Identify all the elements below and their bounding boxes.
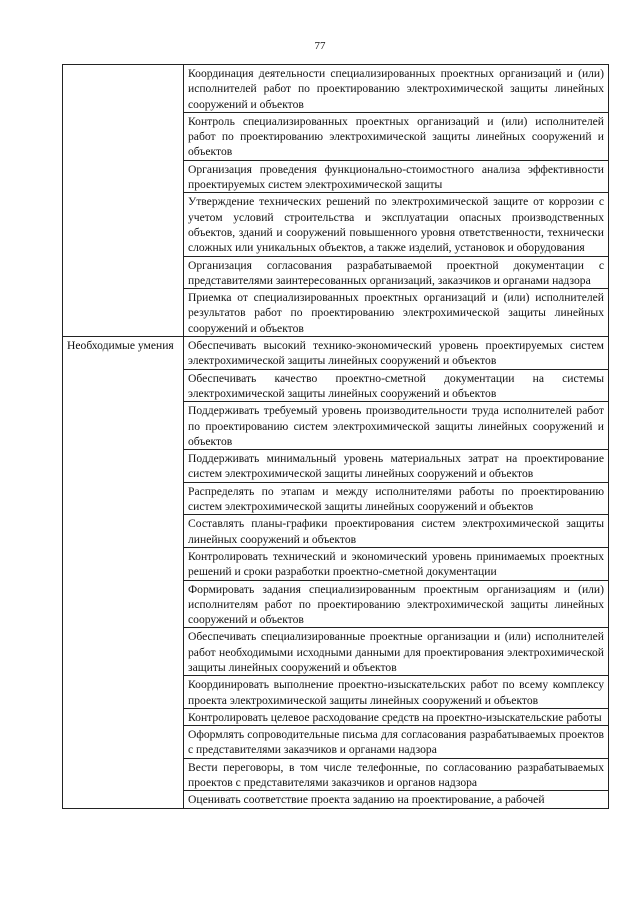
table-row [63, 65, 609, 113]
requirement-text: Обеспечивать специализированные проектные организации и (или) исполнителей работ необходимыми исходными данными для проектирования электрохимической защиты линейных сооружений и объектов [184, 628, 609, 676]
requirement-text: Распределять по этапам и между исполнителями работы по проектированию систем электрохимической защиты линейных сооружений и объектов [184, 482, 609, 515]
section-label: Необходимые умения [67, 339, 174, 353]
requirement-text: Контроль специализированных проектных организаций и (или) исполнителей работ по проектированию электрохимической защиты линейных сооружений и объектов [184, 112, 609, 160]
requirement-text: Оформлять сопроводительные письма для согласования разрабатываемых проектов с представителями заказчиков и органами надзора [184, 726, 609, 759]
competency-table-body [63, 65, 609, 809]
requirement-text: Организация согласования разрабатываемой проектной документации с представителями заинтересованных организаций, заказчиков и органами надзора [184, 256, 609, 289]
competency-table [62, 64, 609, 809]
requirement-text: Поддерживать минимальный уровень материальных затрат на проектирование систем электрохимической защиты линейных сооружений и объектов [184, 450, 609, 483]
requirement-text: Координация деятельности специализированных проектных организаций и (или) исполнителей работ по проектированию электрохимической защиты линейных сооружений и объектов [184, 65, 609, 113]
requirement-text: Приемка от специализированных проектных организаций и (или) исполнителей результатов работ по проектированию электрохимической защиты линейных сооружений и объектов [184, 289, 609, 337]
requirement-text: Обеспечивать высокий технико-экономический уровень проектируемых систем электрохимической защиты линейных сооружений и объектов [184, 337, 609, 370]
requirement-text: Вести переговоры, в том числе телефонные, по согласованию разрабатываемых проектов с представителями заказчиков и органов надзора [184, 758, 609, 791]
requirement-text: Утверждение технических решений по электрохимической защите от коррозии с учетом условий строительства и эксплуатации опасных производственных объектов, зданий и сооружений повышенного уровня ответственности, технически сложных или уникальных объектов, а также изделий, установок и оборудования [184, 193, 609, 256]
section-label-cell [63, 337, 184, 809]
page-number: 77 [314, 40, 326, 52]
requirement-text: Координировать выполнение проектно-изыскательских работ по всему комплексу проекта электрохимической защиты линейных сооружений и объектов [184, 676, 609, 709]
requirement-text: Формировать задания специализированным проектным организациям и (или) исполнителям работ по проектированию электрохимической защиты линейных сооружений и объектов [184, 580, 609, 628]
requirement-text: Оценивать соответствие проекта заданию на проектирование, а рабочей [184, 791, 609, 808]
section-label-cell [63, 65, 184, 337]
requirement-text: Обеспечивать качество проектно-сметной документации на системы электрохимической защиты линейных сооружений и объектов [184, 369, 609, 402]
table-row [63, 337, 609, 370]
requirement-text: Составлять планы-графики проектирования систем электрохимической защиты линейных сооружений и объектов [184, 515, 609, 548]
requirement-text: Организация проведения функционально-стоимостного анализа эффективности проектируемых систем электрохимической защиты [184, 160, 609, 193]
requirement-text: Контролировать технический и экономический уровень принимаемых проектных решений и сроки разработки проектно-сметной документации [184, 547, 609, 580]
requirement-text: Поддерживать требуемый уровень производительности труда исполнителей работ по проектированию систем электрохимической защиты линейных сооружений и объектов [184, 402, 609, 450]
requirement-text: Контролировать целевое расходование средств на проектно-изыскательские работы [184, 708, 609, 725]
